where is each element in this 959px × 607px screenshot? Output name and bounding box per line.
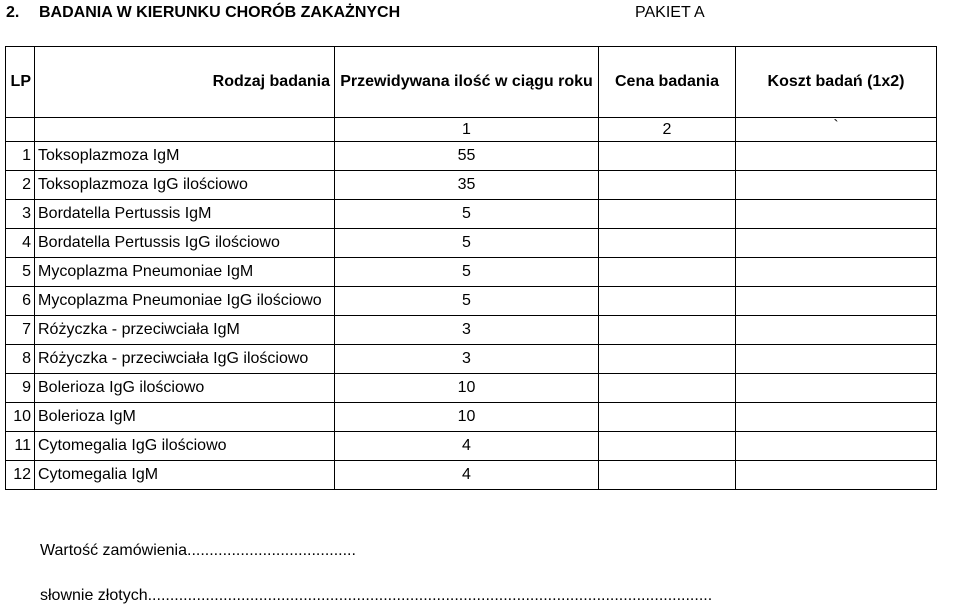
row-lp: 5 [6,258,35,287]
row-price [599,142,736,171]
table-header-row [6,47,937,118]
row-price [599,432,736,461]
row-lp: 8 [6,345,35,374]
table-row [6,345,937,374]
row-price [599,287,736,316]
row-quantity: 5 [335,258,599,287]
row-test-name: Cytomegalia IgM [35,461,335,490]
row-quantity: 3 [335,316,599,345]
row-lp: 11 [6,432,35,461]
row-quantity: 10 [335,403,599,432]
table-row [6,287,937,316]
row-price [599,374,736,403]
package-label: PAKIET A [635,4,705,21]
col-number-qty: 1 [335,118,599,142]
row-lp: 3 [6,200,35,229]
row-lp: 2 [6,171,35,200]
row-cost [736,403,937,432]
row-test-name: Bolerioza IgG ilościowo [35,374,335,403]
order-value-line: Wartość zamówienia...................................... [40,542,356,559]
table-row [6,258,937,287]
table-row [6,316,937,345]
table-row [6,229,937,258]
table-row [6,374,937,403]
row-lp: 9 [6,374,35,403]
row-cost [736,461,937,490]
row-cost [736,374,937,403]
row-test-name: Różyczka - przeciwciała IgM [35,316,335,345]
row-price [599,461,736,490]
col-header-name: Rodzaj badania [35,47,335,118]
row-cost [736,171,937,200]
row-test-name: Mycoplazma Pneumoniae IgG ilościowo [35,287,335,316]
col-header-qty: Przewidywana ilość w ciągu roku [335,47,599,118]
col-number-name [35,118,335,142]
col-header-price: Cena badania [599,47,736,118]
section-title: BADANIA W KIERUNKU CHORÓB ZAKAŻNYCH [39,4,401,21]
table-row [6,461,937,490]
table-row [6,200,937,229]
col-header-cost: Koszt badań (1x2) [736,47,937,118]
row-quantity: 4 [335,461,599,490]
row-quantity: 5 [335,287,599,316]
row-price [599,171,736,200]
table-row [6,171,937,200]
row-lp: 12 [6,461,35,490]
row-test-name: Bordatella Pertussis IgM [35,200,335,229]
row-cost [736,200,937,229]
row-test-name: Bordatella Pertussis IgG ilościowo [35,229,335,258]
table-row [6,403,937,432]
tests-table [5,46,937,490]
row-price [599,200,736,229]
row-price [599,316,736,345]
row-test-name: Różyczka - przeciwciała IgG ilościowo [35,345,335,374]
row-test-name: Toksoplazmoza IgG ilościowo [35,171,335,200]
row-lp: 4 [6,229,35,258]
table-row [6,142,937,171]
row-lp: 7 [6,316,35,345]
row-test-name: Mycoplazma Pneumoniae IgM [35,258,335,287]
row-price [599,345,736,374]
row-lp: 10 [6,403,35,432]
row-cost [736,287,937,316]
row-price [599,229,736,258]
row-test-name: Cytomegalia IgG ilościowo [35,432,335,461]
row-quantity: 10 [335,374,599,403]
amount-in-words-line: słownie złotych............................................................................................................................... [40,587,713,604]
row-quantity: 4 [335,432,599,461]
row-test-name: Toksoplazmoza IgM [35,142,335,171]
row-cost [736,142,937,171]
row-cost [736,432,937,461]
row-cost [736,229,937,258]
row-lp: 1 [6,142,35,171]
col-number-price: 2 [599,118,736,142]
row-quantity: 35 [335,171,599,200]
row-quantity: 5 [335,200,599,229]
col-header-lp: LP [6,47,35,118]
col-number-cost: ` [736,118,937,142]
table-row [6,432,937,461]
row-lp: 6 [6,287,35,316]
column-number-row [6,118,937,142]
row-quantity: 5 [335,229,599,258]
row-quantity: 55 [335,142,599,171]
row-cost [736,345,937,374]
col-number-lp [6,118,35,142]
row-quantity: 3 [335,345,599,374]
row-cost [736,316,937,345]
section-number: 2. [6,4,20,21]
row-cost [736,258,937,287]
row-test-name: Bolerioza IgM [35,403,335,432]
row-price [599,403,736,432]
row-price [599,258,736,287]
